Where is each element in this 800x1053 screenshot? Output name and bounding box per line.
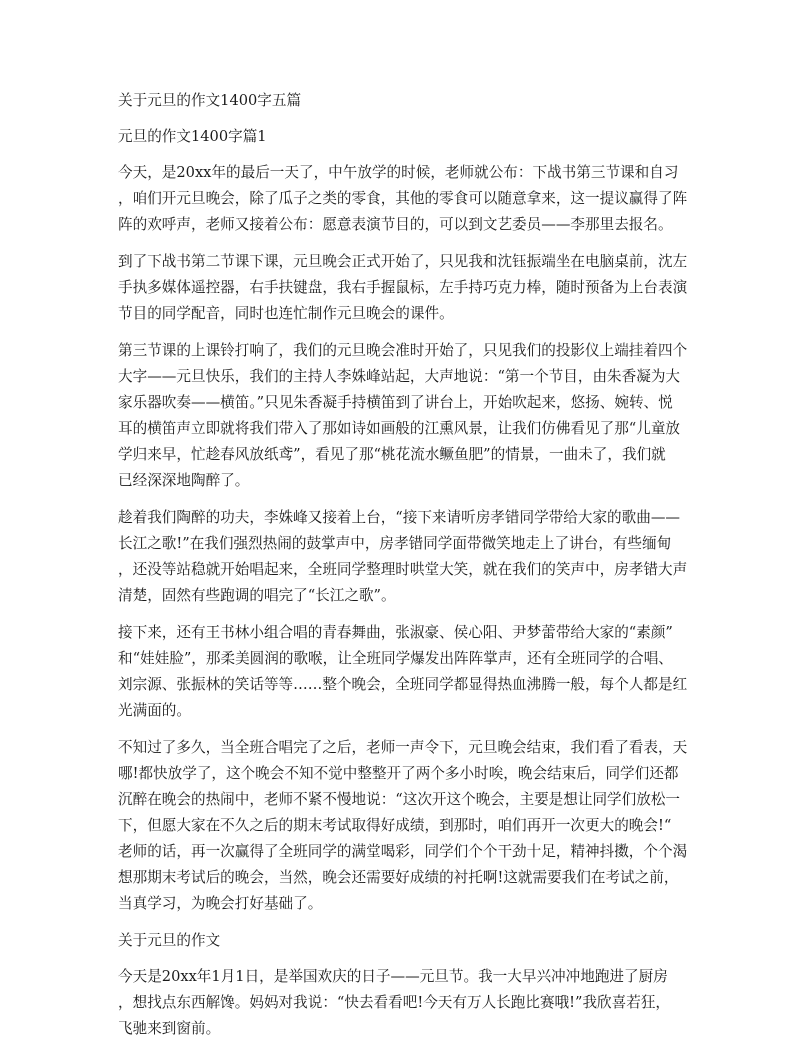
- paragraph-line: 大字——元旦快乐，我们的主持人李姝峰站起，大声地说：“第一个节目，由朱香凝为大: [118, 368, 681, 385]
- paragraph-line: 今天是20xx年1月1日，是举国欢庆的日子——元旦节。我一大早兴冲冲地跑进了厨房: [118, 968, 668, 985]
- paragraph-line: ，想找点东西解馋。妈妈对我说：“快去看看吧!今天有万人长跑比赛哦!”我欣喜若狂，: [118, 994, 671, 1011]
- paragraph: [118, 249, 688, 327]
- paragraph: [118, 505, 688, 609]
- section-heading: 关于元旦的作文: [118, 932, 221, 949]
- paragraph-line: 清楚，固然有些跑调的唱完了“长江之歌”。: [118, 587, 396, 604]
- paragraph-line: 今天，是20xx年的最后一天了，中午放学的时候，老师就公布：下战书第三节课和自习: [118, 164, 679, 181]
- paragraph-line: 刘宗源、张振林的笑话等等……整个晚会，全班同学都显得热血沸腾一般，每个人都是红: [118, 676, 688, 693]
- paragraph-line: 第三节课的上课铃打响了，我们的元旦晚会准时开始了，只见我们的投影仪上端挂着四个: [118, 342, 688, 359]
- paragraph: [118, 735, 688, 917]
- paragraph-line: 学归来早，忙趁春风放纸鸢”，看见了那“桃花流水鳜鱼肥”的情景，一曲未了，我们就: [118, 446, 666, 463]
- paragraph-line: 不知过了多久，当全班合唱完了之后，老师一声令下，元旦晚会结束，我们看了看表，天: [118, 739, 688, 756]
- document-title: 关于元旦的作文1400字五篇: [118, 92, 302, 109]
- paragraph-line: 长江之歌!”在我们强烈热闹的鼓掌声中，房孝错同学面带微笑地走上了讲台，有些缅甸: [118, 535, 672, 552]
- paragraph-line: 阵的欢呼声，老师又接着公布：愿意表演节目的，可以到文艺委员——李那里去报名。: [118, 216, 673, 233]
- final-paragraph: [118, 964, 684, 1042]
- paragraph-line: 接下来，还有王书林小组合唱的青春舞曲，张淑豪、侯心阳、尹梦蕾带给大家的“素颜”: [118, 624, 673, 641]
- paragraph-line: 手执多媒体遥控器，右手扶键盘，我右手握鼠标，左手持巧克力棒，随时预备为上台表演: [118, 279, 688, 296]
- paragraph-line: ，还没等站稳就开始唱起来，全班同学整理时哄堂大笑，就在我们的笑声中，房孝错大声: [118, 561, 688, 578]
- paragraph-line: 想那期末考试后的晚会，当然，晚会还需要好成绩的衬托啊!这就需要我们在考试之前，: [118, 869, 679, 886]
- paragraph-line: 沉醉在晚会的热闹中，老师不紧不慢地说：“这次开这个晚会，主要是想让同学们放松一: [118, 791, 681, 808]
- paragraph-line: 下，但愿大家在不久之后的期末考试取得好成绩，到那时，咱们再开一次更大的晚会!“: [118, 817, 672, 834]
- essay-body: [118, 160, 688, 917]
- paragraph-line: 和“娃娃脸”，那柔美圆润的歌喉，让全班同学爆发出阵阵掌声，还有全班同学的合唱、: [118, 650, 673, 667]
- document-subtitle: 元旦的作文1400字篇1: [118, 128, 267, 145]
- paragraph-line: 哪!都快放学了，这个晚会不知不觉中整整开了两个多小时唉，晚会结束后，同学们还都: [118, 765, 679, 782]
- paragraph: [118, 338, 688, 494]
- paragraph-line: 老师的话，再一次赢得了全班同学的满堂喝彩，同学们个个干劲十足，精神抖擞，个个渴: [118, 843, 688, 860]
- paragraph-line: 家乐器吹奏——横笛。”只见朱香凝手持横笛到了讲台上，开始吹起来，悠扬、婉转、悦: [118, 394, 673, 411]
- paragraph-line: 趁着我们陶醉的功夫，李姝峰又接着上台，“接下来请听房孝错同学带给大家的歌曲——: [118, 509, 681, 526]
- paragraph-line: 飞驰来到窗前。: [118, 1020, 221, 1037]
- paragraph: [118, 620, 688, 724]
- paragraph-line: 到了下战书第二节课下课，元旦晚会正式开始了，只见我和沈钰振端坐在电脑桌前，沈左: [118, 253, 688, 270]
- paragraph-line: 当真学习，为晚会打好基础了。: [118, 895, 323, 912]
- paragraph-line: 光满面的。: [118, 702, 191, 719]
- paragraph-line: 已经深深地陶醉了。: [118, 472, 250, 489]
- document-page: [118, 88, 688, 1053]
- paragraph-line: 节目的同学配音，同时也连忙制作元旦晚会的课件。: [118, 305, 454, 322]
- paragraph-line: ，咱们开元旦晚会，除了瓜子之类的零食，其他的零食可以随意拿来，这一提议赢得了阵: [118, 190, 688, 207]
- paragraph-line: 耳的横笛声立即就将我们带入了那如诗如画般的江熏风景，让我们仿佛看见了那“儿童放: [118, 420, 681, 437]
- paragraph: [118, 160, 688, 238]
